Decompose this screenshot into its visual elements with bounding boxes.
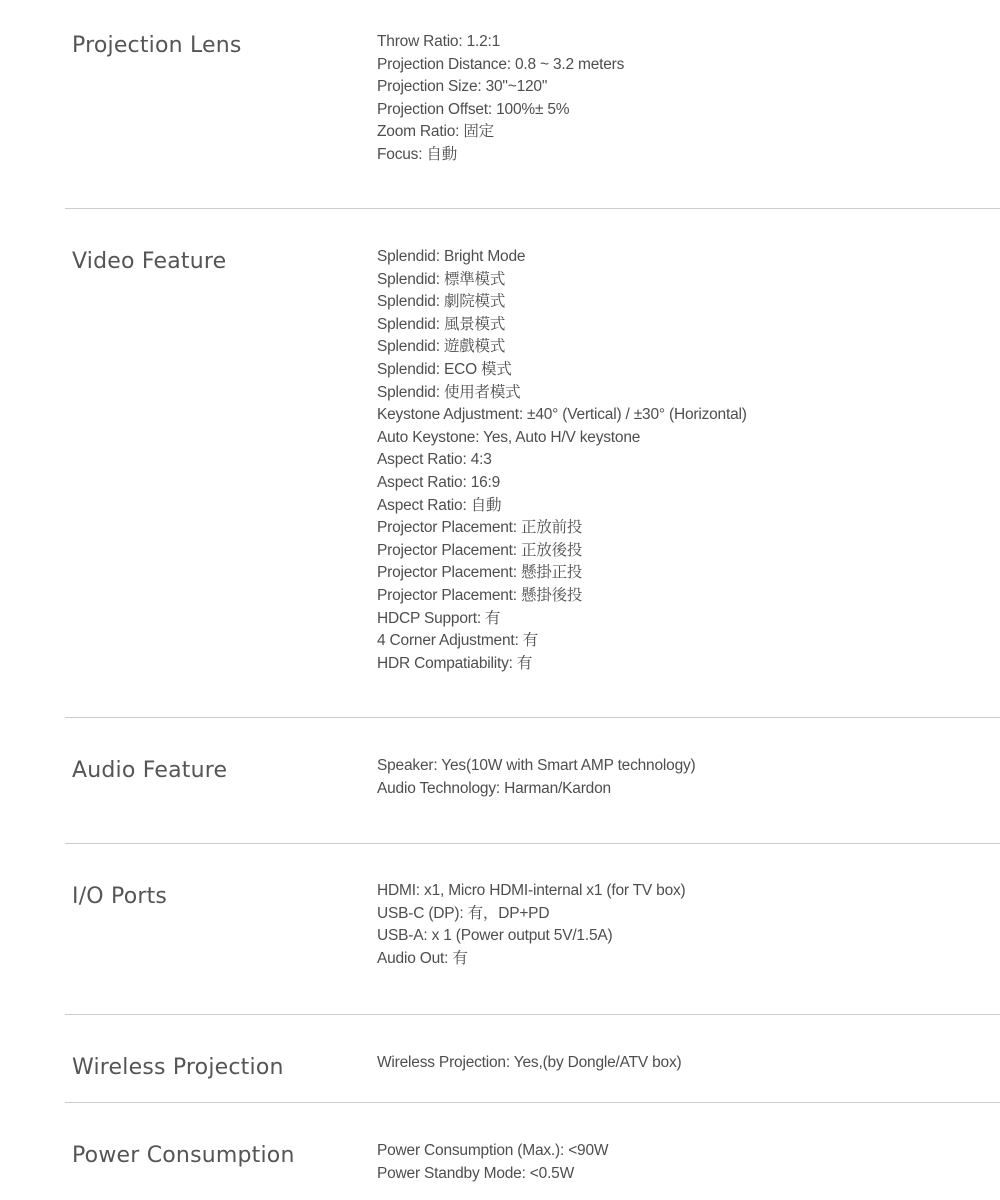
spec-list — [377, 1140, 608, 1185]
spec-item: Aspect Ratio: 自動 — [377, 496, 502, 514]
spec-item: 4 Corner Adjustment: 有 — [377, 632, 539, 650]
spec-item: Focus: 自動 — [377, 145, 458, 163]
spec-item: Projector Placement: 懸掛後投 — [377, 586, 583, 604]
spec-item: Splendid: ECO 模式 — [377, 360, 512, 378]
spec-list — [377, 880, 686, 970]
section-divider — [65, 843, 1000, 844]
spec-list — [377, 755, 696, 800]
spec-item: Power Standby Mode: <0.5W — [377, 1164, 575, 1182]
section-divider — [65, 717, 1000, 718]
section-divider — [65, 208, 1000, 209]
spec-item: Splendid: 風景模式 — [377, 315, 506, 333]
spec-item: Wireless Projection: Yes,(by Dongle/ATV box) — [377, 1054, 682, 1071]
spec-item: Splendid: 使用者模式 — [377, 383, 521, 401]
spec-item: Aspect Ratio: 4:3 — [377, 451, 492, 469]
section-title: I/O Ports — [72, 884, 168, 909]
spec-list — [377, 246, 747, 675]
spec-item: Power Consumption (Max.): <90W — [377, 1142, 609, 1159]
section-title: Projection Lens — [72, 33, 242, 58]
spec-item: Splendid: 標準模式 — [377, 270, 506, 288]
section-title: Power Consumption — [72, 1143, 295, 1168]
spec-item: Keystone Adjustment: ±40° (Vertical) / ±30° (Horizontal) — [377, 406, 747, 424]
spec-item: Audio Technology: Harman/Kardon — [377, 779, 611, 797]
spec-item: Throw Ratio: 1.2:1 — [377, 33, 501, 50]
spec-list — [377, 1052, 682, 1075]
spec-item: Projector Placement: 正放後投 — [377, 541, 583, 559]
spec-list — [377, 31, 624, 167]
spec-item: Splendid: 遊戲模式 — [377, 338, 506, 356]
section-divider — [65, 1102, 1000, 1103]
section-title: Audio Feature — [72, 758, 228, 783]
spec-item: Projection Distance: 0.8 ~ 3.2 meters — [377, 55, 625, 73]
spec-item: Zoom Ratio: 固定 — [377, 123, 494, 141]
spec-item: USB-A: x 1 (Power output 5V/1.5A) — [377, 927, 613, 945]
spec-item: Splendid: 劇院模式 — [377, 293, 506, 311]
section-title: Video Feature — [72, 249, 227, 274]
spec-item: HDCP Support: 有 — [377, 609, 501, 627]
spec-item: Projector Placement: 正放前投 — [377, 519, 583, 537]
spec-item: Splendid: Bright Mode — [377, 248, 526, 265]
spec-item: Aspect Ratio: 16:9 — [377, 473, 501, 491]
spec-item: Auto Keystone: Yes, Auto H/V keystone — [377, 428, 641, 446]
spec-item: Projection Size: 30"~120" — [377, 78, 548, 96]
spec-item: Audio Out: 有 — [377, 949, 468, 967]
section-title: Wireless Projection — [72, 1055, 284, 1080]
section-divider — [65, 1014, 1000, 1015]
spec-item: HDR Compatiability: 有 — [377, 654, 533, 672]
spec-item: Projection Offset: 100%± 5% — [377, 100, 570, 118]
spec-item: HDMI: x1, Micro HDMI-internal x1 (for TV box) — [377, 882, 686, 899]
spec-item: Projector Placement: 懸掛正投 — [377, 564, 583, 582]
spec-item: USB-C (DP): 有，DP+PD — [377, 904, 550, 922]
spec-item: Speaker: Yes(10W with Smart AMP technology) — [377, 757, 696, 774]
